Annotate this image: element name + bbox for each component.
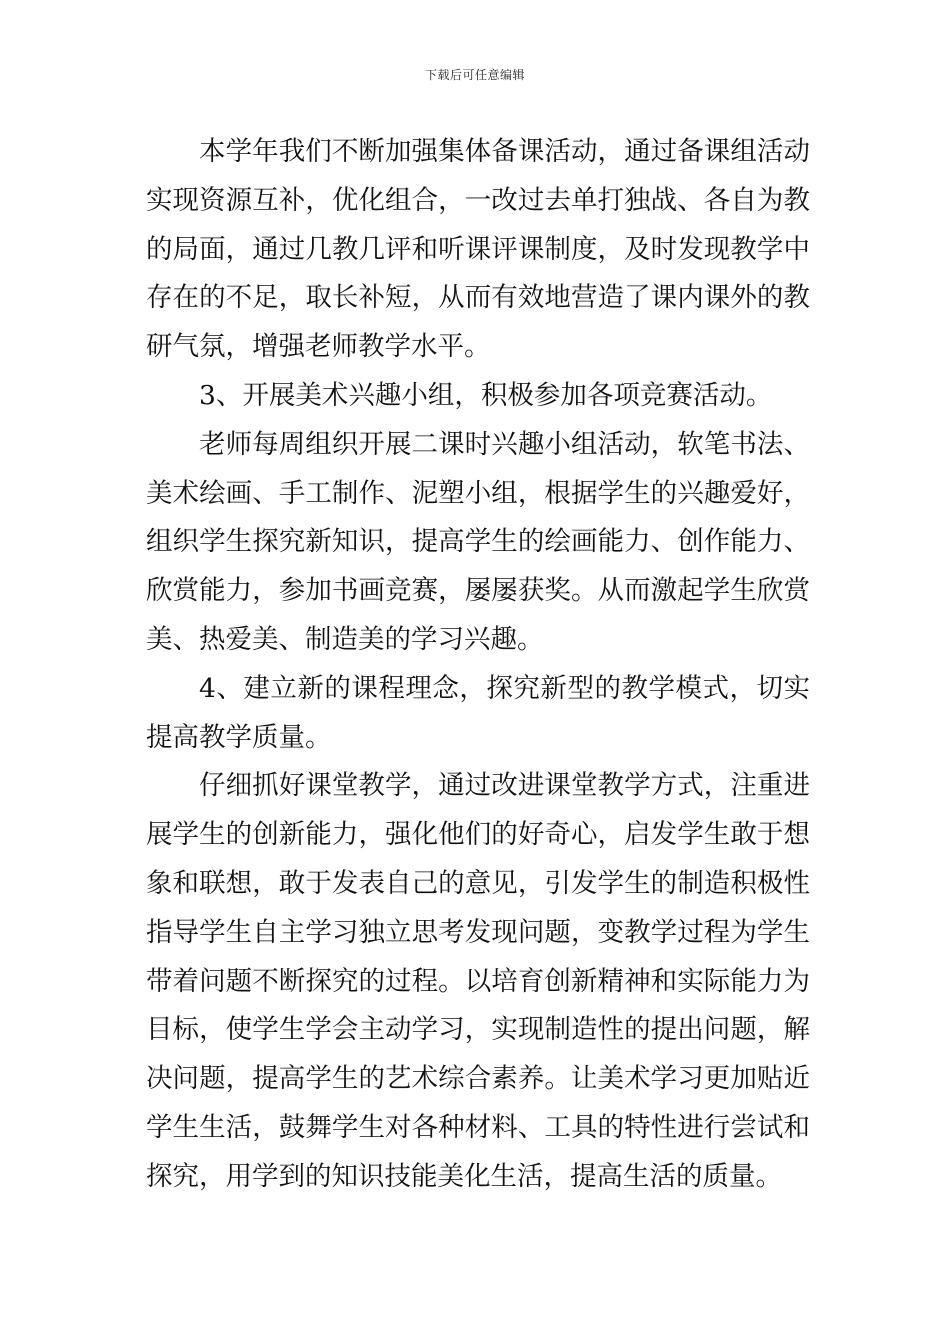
paragraph-interest-group-activities: 老师每周组织开展二课时兴趣小组活动，软笔书法、美术绘画、手工制作、泥塑小组，根据学生的兴趣爱好，组织学生探究新知识，提高学生的绘画能力、创作能力、欣赏能力，参加书画竞赛，屡屡获奖。从而激起学生欣赏美、热爱美、制造美的学习兴趣。 bbox=[146, 428, 810, 655]
paragraph-classroom-teaching: 仔细抓好课堂教学，通过改进课堂教学方式，注重进展学生的创新能力，强化他们的好奇心，启发学生敢于想象和联想，敢于发表自己的意见，引发学生的制造积极性指导学生自主学习独立思考发现问题，变教学过程为学生带着问题不断探究的过程。以培育创新精神和实际能力为目标，使学生学会主动学习，实现制造性的提出问题，解决问题，提高学生的艺术综合素养。让美术学习更加贴近学生生活，鼓舞学生对各种材料、工具的特性进行尝试和探究，用学到的知识技能美化生活，提高生活的质量。 bbox=[146, 770, 810, 1192]
paragraph-heading-interest-group: 3、开展美术兴趣小组，积极参加各项竞赛活动。 bbox=[199, 379, 773, 411]
document-body bbox=[146, 128, 810, 1202]
paragraph-collective-lesson-prep: 本学年我们不断加强集体备课活动，通过备课组活动实现资源互补，优化组合，一改过去单打独战、各自为教的局面，通过几教几评和听课评课制度，及时发现教学中存在的不足，取长补短，从而有效地营造了课内课外的教研气氛，增强老师教学水平。 bbox=[146, 136, 810, 363]
page-header-note: 下载后可任意编辑 bbox=[424, 68, 525, 82]
paragraph-heading-new-curriculum: 4、建立新的课程理念，探究新型的教学模式，切实提高教学质量。 bbox=[146, 672, 810, 753]
